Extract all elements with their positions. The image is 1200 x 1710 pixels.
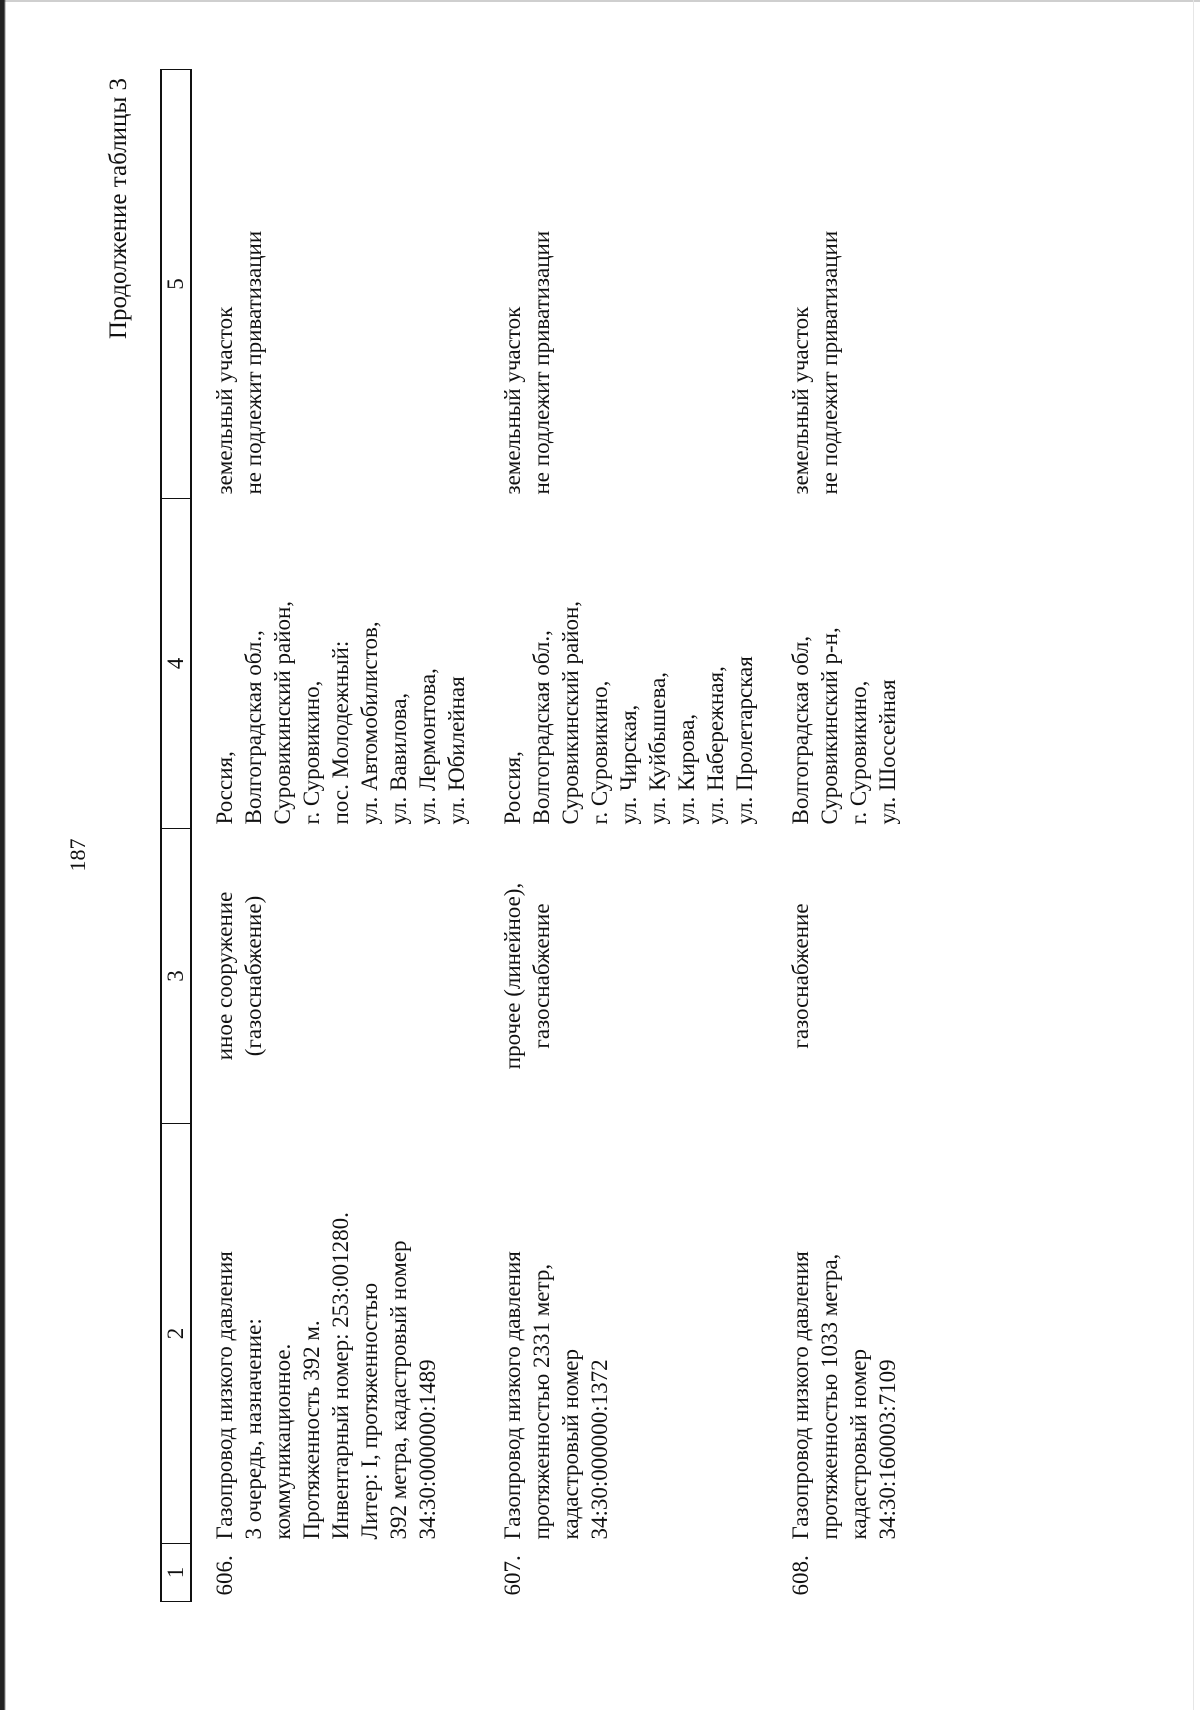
address-line: Волгоградская обл, [788,635,813,825]
object-note [191,70,480,499]
description-line: Газопровод низкого давления [500,1251,525,1540]
address-line: ул. Вавилова, [386,692,411,825]
address-line: ул. Шоссейная [875,679,900,825]
row-number-text: 606. [212,1555,237,1596]
address-line: г. Суровикино, [299,680,324,825]
address-line: Волгоградская обл., [241,630,266,825]
address-line: Суровикинский район, [270,600,295,825]
note-line: не подлежит приватизации [817,230,842,495]
address-line: ул. Лермонтова, [415,668,440,825]
description-line: кадастровый номер [846,1349,871,1540]
description-line: коммуникационное. [270,1343,295,1540]
note-line: не подлежит приватизации [241,230,266,495]
description-line: 3 очередь, назначение: [241,1318,266,1540]
description-line: протяженностью 1033 метра, [817,1253,842,1540]
column-header-5: 5 [161,70,191,499]
address-line: ул. Юбилейная [444,676,469,825]
table-row [480,70,768,1602]
object-address [768,499,986,829]
row-number-text: 608. [788,1555,813,1596]
address-line: г. Суровикино, [587,680,612,825]
address-line: ул. Чирская, [616,704,641,825]
description-line: Газопровод низкого давления [788,1251,813,1540]
description-line: кадастровый номер [558,1349,583,1540]
address-line: ул. Набережная, [703,666,728,825]
address-line: Суровикинский район, [558,600,583,825]
note-line: не подлежит приватизации [529,230,554,495]
object-description [480,1124,768,1544]
object-description [768,1124,986,1544]
description-line: 34:30:160003:7109 [875,1359,900,1540]
description-line: Газопровод низкого давления [212,1251,237,1540]
address-line: Россия, [212,751,237,825]
object-note [768,70,986,499]
note-line: земельный участок [788,306,813,495]
address-line: Волгоградская обл., [529,630,554,825]
property-table [160,69,986,1602]
column-header-2: 2 [161,1124,191,1544]
address-line: ул. Автомобилистов, [357,621,382,825]
address-line: Суровикинский р-н, [817,627,842,825]
address-line: пос. Молодежный: [328,640,353,825]
row-number [480,1544,768,1602]
description-line: Протяженность 392 м. [299,1320,324,1540]
address-line: ул. Куйбышева, [645,672,670,825]
object-type [480,829,768,1124]
object-type [191,829,480,1124]
page-number: 187 [65,838,90,872]
description-line: 34:30:000000:1372 [587,1359,612,1540]
type-line: иное сооружение [212,891,237,1061]
type-line: газоснабжение [529,903,554,1049]
table-row [191,70,480,1602]
note-line: земельный участок [212,306,237,495]
description-line: 34:30:000000:1489 [415,1359,440,1540]
address-line: ул. Кирова, [674,713,699,825]
type-line: газоснабжение [788,903,813,1049]
address-line: Россия, [500,751,525,825]
address-line: г. Суровикино, [846,680,871,825]
type-line: (газоснабжение) [241,895,266,1057]
column-header-1: 1 [161,1544,191,1602]
description-line: протяженностью 2331 метр, [529,1263,554,1540]
column-header-4: 4 [161,499,191,829]
object-address [191,499,480,829]
table-continuation-label: Продолжение таблицы 3 [105,78,132,340]
note-line: земельный участок [500,306,525,495]
object-type [768,829,986,1124]
description-line: 392 метра, кадастровый номер [386,1240,411,1540]
object-address [480,499,768,829]
description-line: Литер: I, протяженностью [357,1282,382,1540]
type-line: прочее (линейное), [500,882,525,1070]
row-number-text: 607. [500,1555,525,1596]
row-number [191,1544,480,1602]
description-line: Инвентарный номер: 253:001280. [328,1212,353,1540]
table-row [768,70,986,1602]
object-note [480,70,768,499]
object-description [191,1124,480,1544]
address-line: ул. Пролетарская [732,656,757,825]
row-number [768,1544,986,1602]
column-header-3: 3 [161,829,191,1124]
table-header-row [161,70,191,1602]
